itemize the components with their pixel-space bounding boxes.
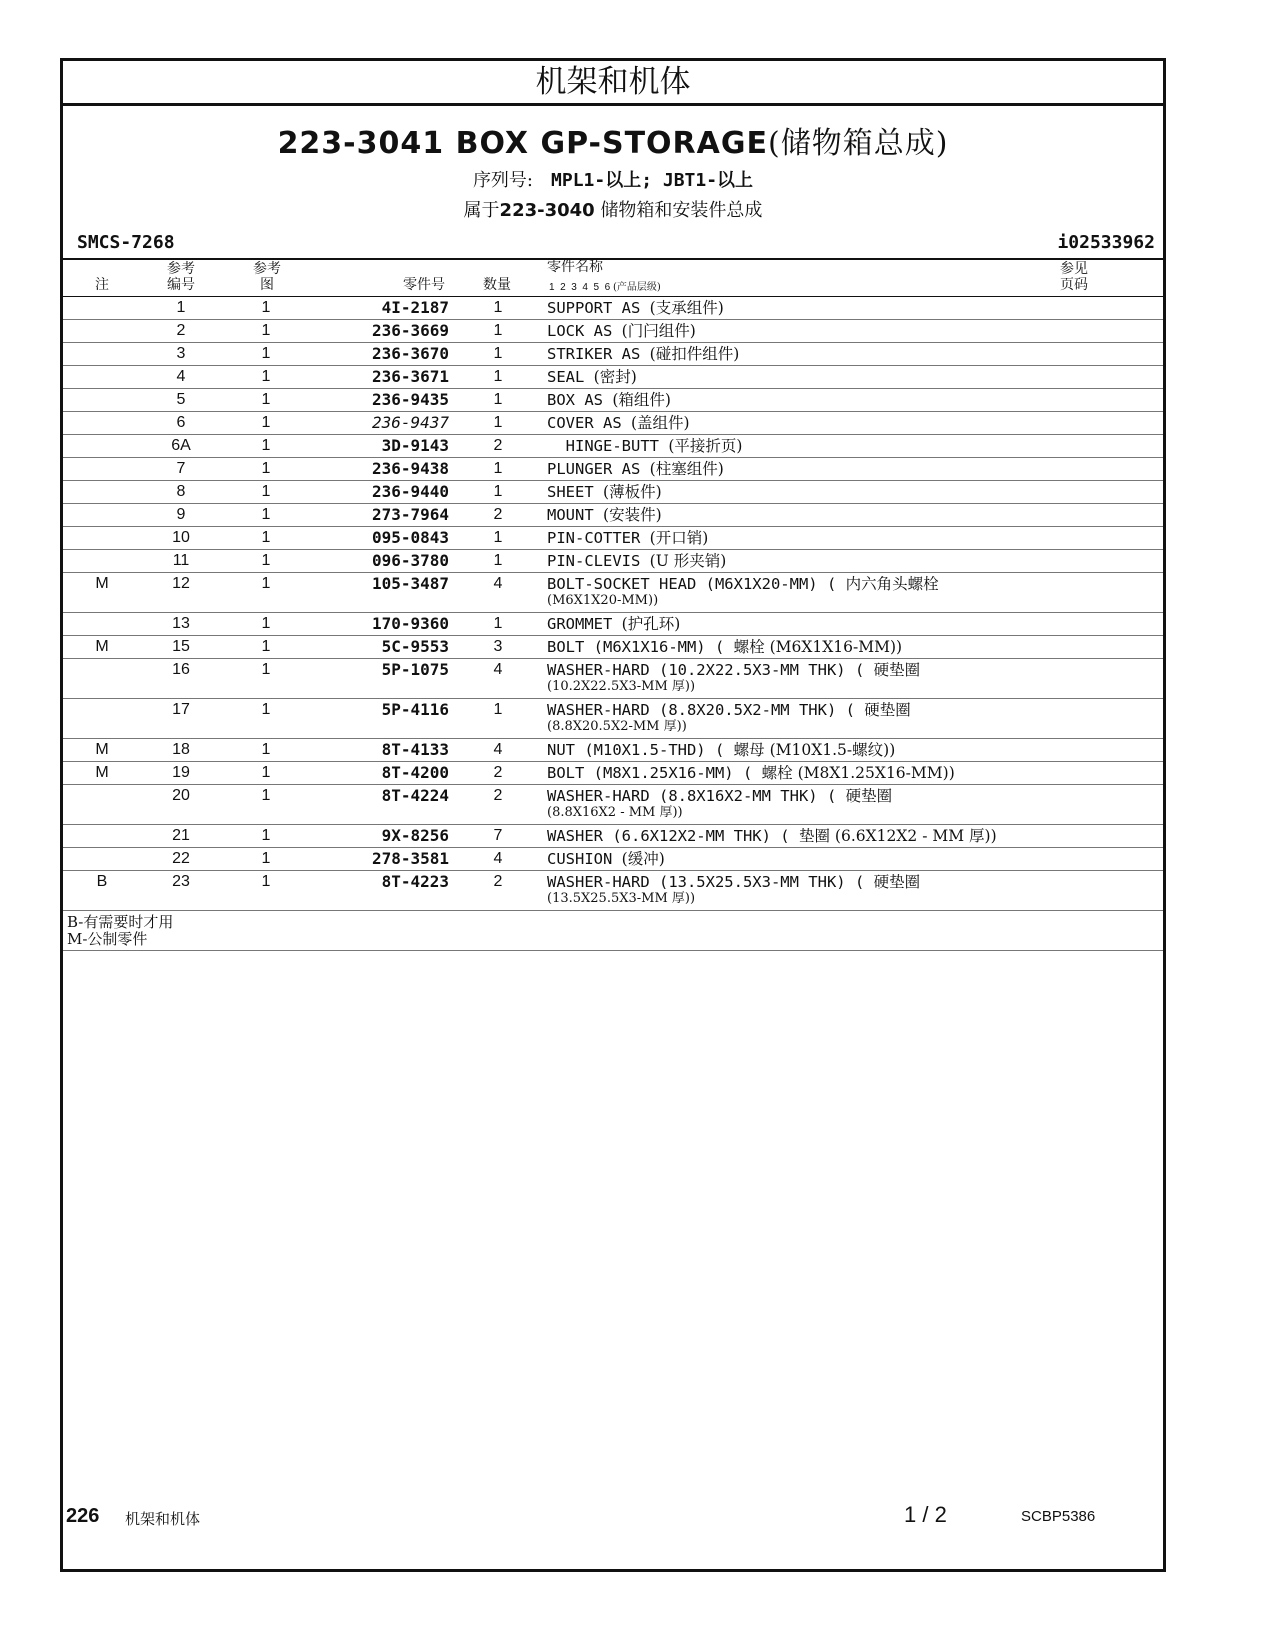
part-name-en: SUPPORT AS (547, 299, 641, 317)
part-name-cell (547, 529, 1107, 547)
ref-number-cell: 5 (176, 391, 186, 408)
ref-number-cell: 1 (176, 299, 186, 316)
smcs-code: SMCS-7268 (77, 232, 175, 253)
ref-figure-cell: 1 (261, 529, 271, 546)
part-name-cn: (开口销) (649, 529, 709, 547)
note-cell: M (95, 638, 109, 655)
part-name-cn: (安装件) (603, 506, 662, 524)
table-row (63, 825, 1163, 848)
part-name-en: BOLT-SOCKET HEAD (M6X1X20-MM) ( (547, 575, 837, 593)
table-row (63, 699, 1163, 739)
ref-figure-cell: 1 (261, 460, 271, 477)
table-row (63, 458, 1163, 481)
part-name-cn: 螺栓 (M6X1X16-MM)) (733, 638, 903, 656)
part-name-en: NUT (M10X1.5-THD) ( (547, 741, 725, 759)
ref-number-cell: 7 (176, 460, 186, 477)
part-name-cell (547, 460, 1107, 478)
part-name-cell (547, 787, 1107, 820)
quantity-cell: 1 (493, 299, 503, 316)
part-name-cell (547, 615, 1107, 633)
title-cn: (储物箱总成) (768, 126, 949, 161)
part-name-cn: 垫圈 (6.6X12X2 - MM 厚)) (798, 827, 997, 845)
header-ref-top: 参考 (167, 261, 195, 277)
ref-figure-cell: 1 (261, 345, 271, 362)
part-name-cell (547, 701, 1107, 734)
part-name-continuation: (8.8X20.5X2-MM 厚)) (547, 719, 687, 734)
ref-figure-cell: 1 (261, 638, 271, 655)
part-number-cell: 273-7964 (371, 505, 449, 524)
ref-number-cell: 4 (176, 368, 186, 385)
table-row (63, 871, 1163, 911)
ref-figure-cell: 1 (261, 391, 271, 408)
header-levels (549, 280, 661, 295)
part-number-cell: 3D-9143 (381, 436, 449, 455)
part-name-en: CUSHION (547, 850, 613, 868)
ref-figure-cell: 1 (261, 850, 271, 867)
table-row (63, 297, 1163, 320)
part-number-cell: 278-3581 (371, 849, 449, 868)
table-row (63, 636, 1163, 659)
quantity-cell: 1 (493, 701, 503, 718)
page-frame (60, 58, 1166, 1572)
part-name-en: WASHER-HARD (8.8X20.5X2-MM THK) ( (547, 701, 855, 719)
part-number-cell: 8T-4200 (381, 763, 449, 782)
ref-number-cell: 10 (172, 529, 190, 546)
part-name-cn: 硬垫圈 (873, 873, 921, 891)
part-name-cell (547, 638, 1107, 656)
part-number-cell: 236-3671 (371, 367, 449, 386)
belongs-name: 储物箱和安装件总成 (600, 200, 763, 221)
table-row (63, 435, 1163, 458)
quantity-cell: 4 (493, 575, 503, 592)
part-name-cell (547, 575, 1107, 608)
belongs-line (63, 196, 1163, 222)
ref-number-cell: 19 (172, 764, 190, 781)
part-name-cn: (柱塞组件) (649, 460, 724, 478)
table-row (63, 573, 1163, 613)
part-name-continuation: (8.8X16X2 - MM 厚)) (547, 805, 683, 820)
part-name-en: BOLT (M8X1.25X16-MM) ( (547, 764, 753, 782)
part-number-cell: 105-3487 (371, 574, 449, 593)
header-qty: 数量 (483, 277, 511, 293)
part-number-cell: 170-9360 (371, 614, 449, 633)
part-name-cell (547, 764, 1107, 782)
ref-figure-cell: 1 (261, 414, 271, 431)
quantity-cell: 2 (493, 873, 503, 890)
footer-code: SCBP5386 (1021, 1508, 1096, 1525)
part-name-cell (547, 299, 1107, 317)
ref-figure-cell: 1 (261, 701, 271, 718)
quantity-cell: 4 (493, 741, 503, 758)
part-name-en: LOCK AS (547, 322, 613, 340)
part-number-cell: 8T-4133 (381, 740, 449, 759)
part-name-en: STRIKER AS (547, 345, 641, 363)
levels-digits: 1 2 3 4 5 6 (549, 282, 611, 293)
table-row (63, 389, 1163, 412)
title-main: 223-3041 BOX GP-STORAGE (277, 126, 768, 161)
serial-label: 序列号: (472, 170, 534, 191)
ref-figure-cell: 1 (261, 552, 271, 569)
header-fig-bottom: 图 (260, 277, 274, 293)
part-name-continuation: (M6X1X20-MM)) (547, 593, 659, 608)
ref-number-cell: 6A (171, 437, 191, 454)
header-fig-top: 参考 (253, 261, 281, 277)
note-b: B-有需要时才用 (67, 913, 174, 931)
part-name-cn: (箱组件) (612, 391, 671, 409)
ref-number-cell: 12 (172, 575, 190, 592)
part-number-cell: 236-9440 (371, 482, 449, 501)
part-number-cell: 236-9437 (371, 413, 449, 432)
ref-figure-cell: 1 (261, 615, 271, 632)
ref-figure-cell: 1 (261, 661, 271, 678)
page-title (63, 118, 1163, 162)
quantity-cell: 1 (493, 368, 503, 385)
note-m: M-公制零件 (67, 930, 148, 948)
part-name-cn: (支承组件) (649, 299, 724, 317)
part-name-cell (547, 391, 1107, 409)
ref-number-cell: 15 (172, 638, 190, 655)
quantity-cell: 2 (493, 437, 503, 454)
ref-number-cell: 18 (172, 741, 190, 758)
part-name-en: WASHER (6.6X12X2-MM THK) ( (547, 827, 790, 845)
part-name-cell (547, 741, 1107, 759)
quantity-cell: 7 (493, 827, 503, 844)
table-row (63, 739, 1163, 762)
notes-block (63, 911, 1163, 951)
ref-figure-cell: 1 (261, 368, 271, 385)
quantity-cell: 2 (493, 787, 503, 804)
part-name-cn: (密封) (593, 368, 637, 386)
quantity-cell: 2 (493, 764, 503, 781)
part-name-cell (547, 552, 1107, 570)
section-title: 机架和机体 (63, 61, 1163, 106)
ref-number-cell: 21 (172, 827, 190, 844)
table-row (63, 481, 1163, 504)
table-row (63, 320, 1163, 343)
part-name-cell (547, 483, 1107, 501)
belongs-label: 属于 (463, 200, 500, 221)
note-cell: M (95, 764, 109, 781)
ref-number-cell: 11 (172, 552, 190, 569)
quantity-cell: 1 (493, 322, 503, 339)
part-number-cell: 9X-8256 (381, 826, 449, 845)
table-header (63, 260, 1163, 297)
part-name-en: PLUNGER AS (547, 460, 641, 478)
part-name-en: MOUNT (547, 506, 594, 524)
meta-line (63, 230, 1163, 260)
ref-number-cell: 8 (176, 483, 186, 500)
part-number-cell: 096-3780 (371, 551, 449, 570)
serial-value: MPL1-以上; JBT1-以上 (551, 170, 754, 191)
part-name-continuation: (10.2X22.5X3-MM 厚)) (547, 679, 696, 694)
part-name-cn: (盖组件) (631, 414, 690, 432)
part-name-en: WASHER-HARD (10.2X22.5X3-MM THK) ( (547, 661, 865, 679)
part-name-cn: 螺母 (M10X1.5-螺纹)) (733, 741, 896, 759)
ref-figure-cell: 1 (261, 322, 271, 339)
footer-section: 机架和机体 (125, 1510, 201, 1528)
part-name-cell (547, 661, 1107, 694)
ref-figure-cell: 1 (261, 764, 271, 781)
ref-figure-cell: 1 (261, 483, 271, 500)
part-name-cn: 硬垫圈 (873, 661, 921, 679)
part-name-en: HINGE-BUTT (547, 437, 659, 455)
table-row (63, 613, 1163, 636)
part-name-cn: (U 形夹销) (649, 552, 727, 570)
part-name-en: PIN-COTTER (547, 529, 641, 547)
ref-figure-cell: 1 (261, 741, 271, 758)
part-number-cell: 236-3669 (371, 321, 449, 340)
part-name-en: PIN-CLEVIS (547, 552, 641, 570)
part-name-en: COVER AS (547, 414, 622, 432)
footer-page-of: 1 / 2 (904, 1502, 947, 1527)
table-row (63, 848, 1163, 871)
ref-number-cell: 16 (172, 661, 190, 678)
part-name-cn: (护孔环) (621, 615, 681, 633)
part-name-en: SHEET (547, 483, 594, 501)
part-name-cn: 硬垫圈 (845, 787, 893, 805)
ref-figure-cell: 1 (261, 437, 271, 454)
part-name-cn: (平接折页) (668, 437, 743, 455)
ref-figure-cell: 1 (261, 575, 271, 592)
part-name-cn: 螺栓 (M8X1.25X16-MM)) (761, 764, 955, 782)
part-number-cell: 236-3670 (371, 344, 449, 363)
header-see-bottom: 页码 (1060, 277, 1088, 293)
table-row (63, 343, 1163, 366)
header-part-number: 零件号 (403, 277, 445, 293)
quantity-cell: 2 (493, 506, 503, 523)
quantity-cell: 1 (493, 414, 503, 431)
ref-number-cell: 23 (172, 873, 190, 890)
part-name-cn: 内六角头螺栓 (845, 575, 939, 593)
footer-page-number: 226 (66, 1505, 100, 1527)
part-name-en: GROMMET (547, 615, 613, 633)
table-row (63, 527, 1163, 550)
serial-line (63, 166, 1163, 192)
part-name-en: BOLT (M6X1X16-MM) ( (547, 638, 725, 656)
note-cell: B (96, 873, 108, 890)
part-name-cell (547, 437, 1107, 455)
part-name-en: SEAL (547, 368, 585, 386)
part-name-cn: (薄板件) (603, 483, 662, 501)
ref-figure-cell: 1 (261, 873, 271, 890)
part-number-cell: 8T-4223 (381, 872, 449, 891)
ref-number-cell: 20 (172, 787, 190, 804)
quantity-cell: 3 (493, 638, 503, 655)
part-name-en: WASHER-HARD (13.5X25.5X3-MM THK) ( (547, 873, 865, 891)
header-note: 注 (95, 277, 109, 293)
parts-table (63, 297, 1163, 911)
ref-figure-cell: 1 (261, 827, 271, 844)
quantity-cell: 1 (493, 552, 503, 569)
table-row (63, 659, 1163, 699)
part-number-cell: 4I-2187 (381, 298, 449, 317)
table-row (63, 550, 1163, 573)
quantity-cell: 1 (493, 529, 503, 546)
part-name-cell (547, 345, 1107, 363)
part-number-cell: 8T-4224 (381, 786, 449, 805)
quantity-cell: 1 (493, 460, 503, 477)
quantity-cell: 1 (493, 483, 503, 500)
part-number-cell: 5P-4116 (381, 700, 449, 719)
ref-number-cell: 9 (176, 506, 186, 523)
part-name-cell (547, 414, 1107, 432)
ref-number-cell: 3 (176, 345, 186, 362)
ref-figure-cell: 1 (261, 299, 271, 316)
part-number-cell: 236-9438 (371, 459, 449, 478)
table-row (63, 504, 1163, 527)
ref-number-cell: 13 (172, 615, 190, 632)
note-cell: M (95, 741, 109, 758)
ref-number-cell: 17 (172, 701, 190, 718)
header-see-top: 参见 (1060, 261, 1088, 277)
belongs-part: 223-3040 (499, 200, 595, 221)
part-name-en: WASHER-HARD (8.8X16X2-MM THK) ( (547, 787, 837, 805)
part-number-cell: 236-9435 (371, 390, 449, 409)
part-name-cell (547, 873, 1107, 906)
part-number-cell: 095-0843 (371, 528, 449, 547)
ref-figure-cell: 1 (261, 787, 271, 804)
quantity-cell: 1 (493, 615, 503, 632)
part-number-cell: 5C-9553 (381, 637, 449, 656)
quantity-cell: 4 (493, 661, 503, 678)
part-name-cn: (缓冲) (621, 850, 665, 868)
quantity-cell: 1 (493, 345, 503, 362)
ref-number-cell: 22 (172, 850, 190, 867)
illustration-id: i02533962 (1057, 232, 1155, 253)
quantity-cell: 1 (493, 391, 503, 408)
part-name-cn: (碰扣件组件) (649, 345, 740, 363)
header-ref-bottom: 编号 (167, 277, 195, 293)
part-name-en: BOX AS (547, 391, 603, 409)
table-row (63, 412, 1163, 435)
table-row (63, 366, 1163, 389)
ref-figure-cell: 1 (261, 506, 271, 523)
part-name-cell (547, 506, 1107, 524)
quantity-cell: 4 (493, 850, 503, 867)
part-number-cell: 5P-1075 (381, 660, 449, 679)
ref-number-cell: 6 (176, 414, 186, 431)
table-row (63, 785, 1163, 825)
note-cell: M (95, 575, 109, 592)
part-name-cell (547, 322, 1107, 340)
table-row (63, 762, 1163, 785)
levels-caption: (产品层级) (612, 282, 661, 293)
part-name-cn: 硬垫圈 (864, 701, 911, 719)
part-name-cell (547, 827, 1107, 845)
part-name-cell (547, 368, 1107, 386)
part-name-cell (547, 850, 1107, 868)
ref-number-cell: 2 (176, 322, 186, 339)
header-name: 零件名称 (547, 259, 603, 275)
part-name-cn: (门闩组件) (621, 322, 696, 340)
part-name-continuation: (13.5X25.5X3-MM 厚)) (547, 891, 696, 906)
